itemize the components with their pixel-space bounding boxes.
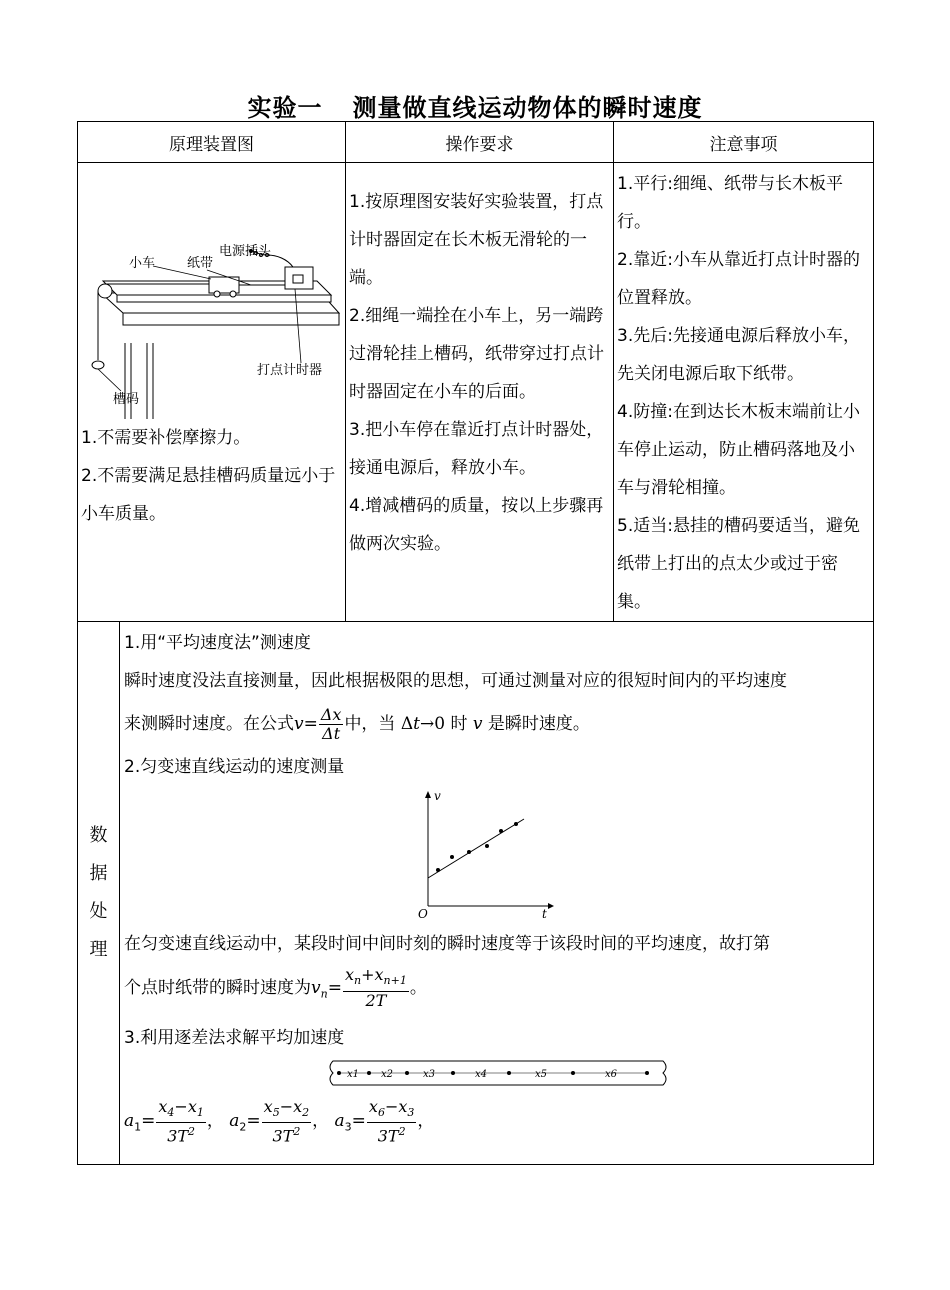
tape-wrap bbox=[124, 1057, 871, 1091]
title-right: 测量做直线运动物体的瞬时速度 bbox=[352, 94, 703, 122]
tape-x2: x2 bbox=[380, 1069, 393, 1081]
operation-2: 2.细绳一端拴在小车上，另一端跨过滑轮挂上槽码，纸带穿过打点计时器固定在小车的后面。 bbox=[349, 306, 604, 402]
content-row bbox=[78, 163, 874, 622]
velocity-fraction: $\frac{\Delta x}{\Delta t}$ bbox=[320, 704, 342, 743]
apparatus-diagram bbox=[81, 163, 341, 419]
cautions-cell bbox=[614, 163, 874, 622]
vt-graph bbox=[398, 786, 558, 926]
label-tape: 纸带 bbox=[187, 255, 214, 270]
label-cart: 小车 bbox=[129, 255, 156, 270]
operation-3: 3.把小车停在靠近打点计时器处，接通电源后，释放小车。 bbox=[349, 420, 604, 478]
tape-x5: x5 bbox=[534, 1069, 547, 1081]
tape-diagram bbox=[325, 1057, 671, 1087]
title-left: 实验一 bbox=[247, 94, 323, 122]
graph-x-label: t bbox=[541, 907, 547, 921]
acceleration-formulas: $a_1=$ $\frac{x_4-x_1}{3T^2}$ ， $a_2=$ $\frac{x_5-x_2}{3T^2}$ ， $a_3=$ $\frac{x_6-x_3}{3T^2}$ ， bbox=[124, 1096, 435, 1146]
sec2-formula-line: 个点时纸带的瞬时速度为$v_n=$ $\frac{x_n+x_{n+1}}{2T}$ 。 bbox=[124, 965, 427, 1010]
a3-fraction: $\frac{x_6-x_3}{3T^2}$ bbox=[368, 1096, 415, 1146]
apparatus-cell bbox=[78, 163, 346, 622]
sec1-text: 瞬时速度没法直接测量，因此根据极限的思想，可通过测量对应的很短时间内的平均速度 bbox=[124, 671, 787, 691]
apparatus-note-1: 1.不需要补偿摩擦力。 bbox=[81, 428, 251, 448]
header-row bbox=[78, 122, 874, 163]
vt-graph-wrap bbox=[84, 786, 871, 931]
operations-cell bbox=[346, 163, 614, 622]
sec1-title: 1.用“平均速度法”测速度 bbox=[124, 633, 311, 653]
tape-x3: x3 bbox=[422, 1069, 435, 1081]
data-row bbox=[78, 622, 874, 1165]
header-operations: 操作要求 bbox=[346, 122, 614, 163]
a2-fraction: $\frac{x_5-x_2}{3T^2}$ bbox=[263, 1096, 310, 1146]
caution-5: 5.适当:悬挂的槽码要适当，避免纸带上打出的点太少或过于密集。 bbox=[617, 516, 860, 612]
operation-4: 4.增减槽码的质量，按以上步骤再做两次实验。 bbox=[349, 496, 604, 554]
graph-y-label: v bbox=[433, 789, 441, 803]
sec2-text: 在匀变速直线运动中，某段时间中间时刻的瞬时速度等于该段时间的平均速度，故打第 bbox=[124, 934, 770, 954]
experiment-table bbox=[77, 121, 874, 1165]
tape-x4: x4 bbox=[474, 1069, 487, 1081]
sec2-title: 2.匀变速直线运动的速度测量 bbox=[124, 757, 345, 777]
a1-fraction: $\frac{x_4-x_1}{3T^2}$ bbox=[158, 1096, 204, 1146]
label-weight: 槽码 bbox=[113, 391, 140, 406]
caution-4: 4.防撞:在到达长木板末端前让小车停止运动，防止槽码落地及小车与滑轮相撞。 bbox=[617, 402, 860, 498]
tape-x6: x6 bbox=[604, 1069, 617, 1081]
graph-origin: O bbox=[417, 907, 428, 921]
apparatus-note-2: 2.不需要满足悬挂槽码质量远小于小车质量。 bbox=[81, 466, 336, 524]
tape-x1: x1 bbox=[346, 1069, 359, 1081]
label-plug: 电源插头 bbox=[219, 243, 272, 258]
operation-1: 1.按原理图安装好实验装置，打点计时器固定在长木板无滑轮的一端。 bbox=[349, 192, 604, 288]
vn-fraction: $\frac{x_n+x_{n+1}}{2T}$ bbox=[344, 965, 407, 1010]
caution-2: 2.靠近:小车从靠近打点计时器的位置释放。 bbox=[617, 250, 860, 308]
data-cell bbox=[120, 622, 874, 1165]
caution-3: 3.先后:先接通电源后释放小车，先关闭电源后取下纸带。 bbox=[617, 326, 860, 384]
header-apparatus: 原理装置图 bbox=[78, 122, 346, 163]
page-title bbox=[0, 88, 950, 123]
label-timer: 打点计时器 bbox=[257, 362, 323, 377]
sec1-formula-line: 来测瞬时速度。在公式v= $\frac{\Delta x}{\Delta t}$ 中，当 Δt→0 时 v 是瞬时速度。 bbox=[124, 704, 590, 743]
data-side-label: 数 据 处 理 bbox=[78, 622, 120, 1165]
caution-1: 1.平行:细绳、纸带与长木板平行。 bbox=[617, 174, 843, 232]
sec3-title: 3.利用逐差法求解平均加速度 bbox=[124, 1028, 345, 1049]
header-cautions: 注意事项 bbox=[614, 122, 874, 163]
